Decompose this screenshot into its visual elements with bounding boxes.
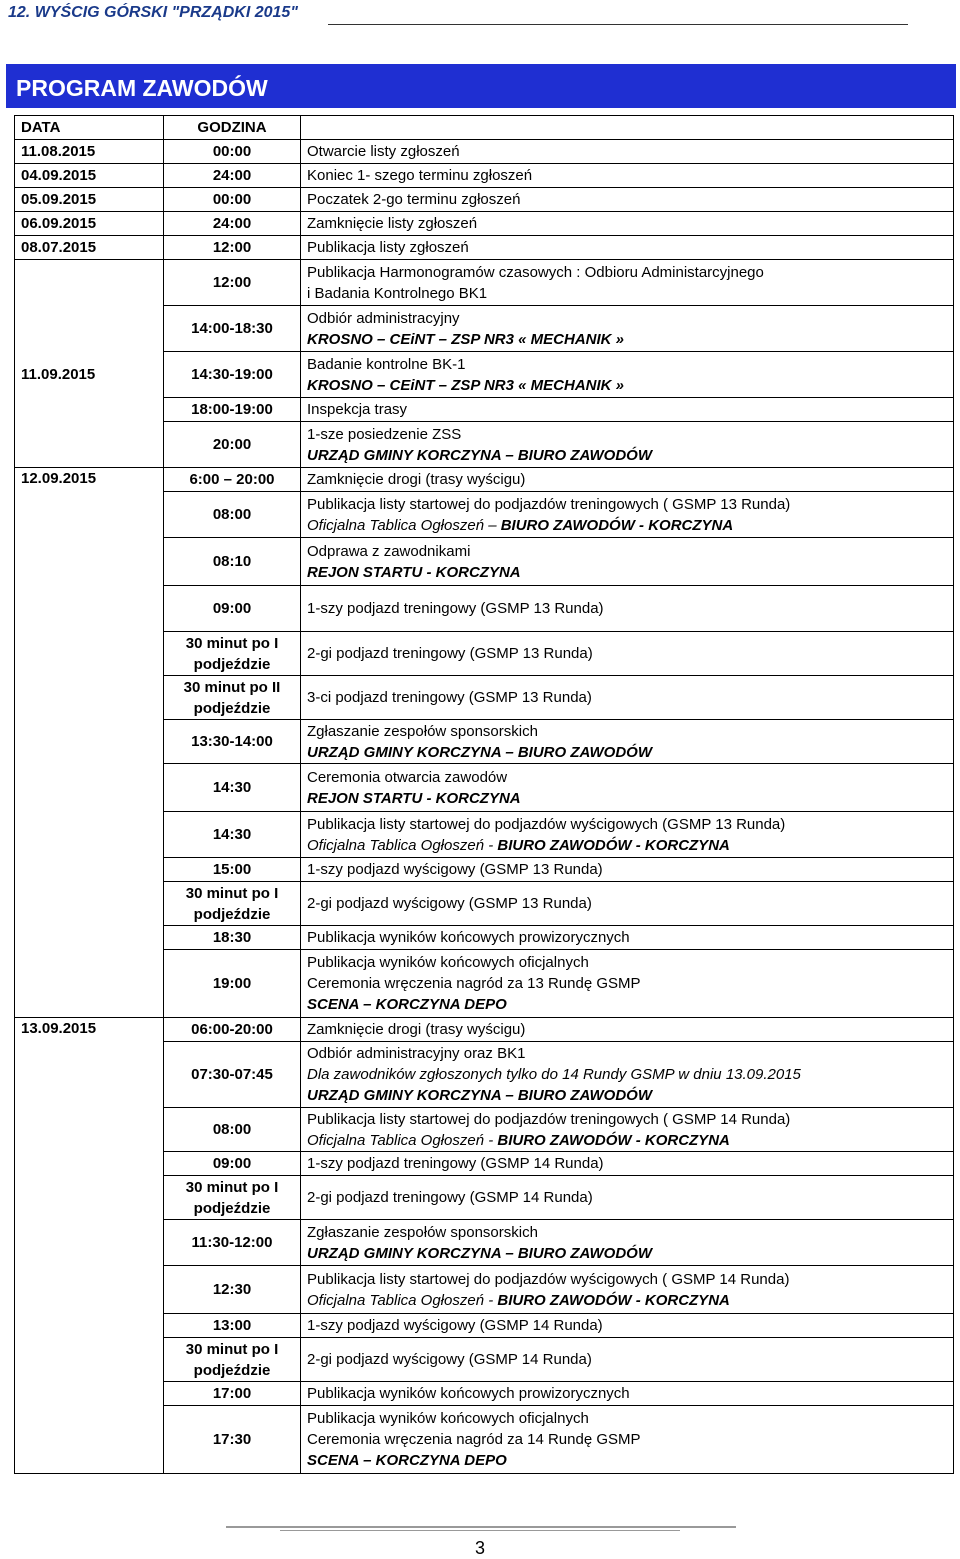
program-table [14,115,954,1474]
desc-line: Odbiór administracyjny [307,309,460,327]
table-row [15,1018,954,1042]
table-row [15,164,954,188]
desc-line [307,515,947,536]
desc-line [307,1130,947,1151]
row-time: 14:30-19:00 [164,352,301,398]
row-time: 08:10 [164,538,301,586]
footer-rule [226,1526,736,1528]
row-date [15,720,164,764]
row-date [15,492,164,538]
row-date [15,1220,164,1266]
row-date [15,260,164,306]
row-date: 13.09.2015 [15,1018,164,1042]
row-desc [301,1314,954,1338]
desc-line: i Badania Kontrolnego BK1 [307,284,488,302]
row-desc: Publikacja listy zgłoszeń [301,236,954,260]
row-desc [301,926,954,950]
table-row [15,468,954,492]
table-row [15,306,954,352]
table-row [15,950,954,1018]
row-desc [301,858,954,882]
row-date [15,1314,164,1338]
row-time: 09:00 [164,586,301,632]
notice-board-label: Oficjalna Tablica Ogłoszeń - [307,1131,498,1149]
row-date [15,676,164,720]
row-time: 17:30 [164,1406,301,1474]
table-row [15,926,954,950]
table-header-row [15,116,954,140]
desc-line: Zamknięcie drogi (trasy wyścigu) [307,471,526,488]
row-time: 13:00 [164,1314,301,1338]
row-time: 00:00 [164,140,301,164]
desc-line: Publikacja wyników końcowych prowizorycznych [307,1385,630,1402]
notice-board-label: Oficjalna Tablica Ogłoszeń - [307,1291,498,1309]
desc-line: KROSNO – CEiNT – ZSP NR3 « MECHANIK » [307,330,624,348]
row-desc [301,1220,954,1266]
table-row [15,1152,954,1176]
desc-line: Publikacja wyników końcowych oficjalnych [307,954,589,971]
desc-line: Publikacja listy startowej do podjazdów treningowych ( GSMP 13 Runda) [307,495,791,513]
row-date [15,1176,164,1220]
row-desc: Poczatek 2-go terminu zgłoszeń [301,188,954,212]
row-date [15,306,164,352]
table-row [15,212,954,236]
row-desc [301,1382,954,1406]
desc-line: 1-szy podjazd treningowy (GSMP 13 Runda) [307,600,604,617]
row-time: 06:00-20:00 [164,1018,301,1042]
row-desc [301,260,954,306]
row-date: 05.09.2015 [15,188,164,212]
row-time: 19:00 [164,950,301,1018]
page-number: 3 [474,1538,485,1558]
row-time: 24:00 [164,212,301,236]
desc-line: 2-gi podjazd wyścigowy (GSMP 13 Runda) [307,895,592,912]
desc-line: Zamknięcie drogi (trasy wyścigu) [307,1021,526,1038]
row-time: 13:30-14:00 [164,720,301,764]
row-time: 12:00 [164,236,301,260]
table-row [15,1042,954,1108]
notice-board-label: Oficjalna Tablica Ogłoszeń – [307,516,501,534]
desc-line: Odbiór administracyjny oraz BK1 [307,1045,526,1062]
desc-line: SCENA – KORCZYNA DEPO [307,1452,507,1469]
row-time: 09:00 [164,1152,301,1176]
desc-line: Publikacja wyników końcowych prowizorycznych [307,929,630,946]
row-desc [301,720,954,764]
desc-line: Zgłaszanie zespołów sponsorskich [307,1223,538,1241]
banner-title: PROGRAM ZAWODÓW [16,75,268,101]
desc-line: Ceremonia wręczenia nagród za 13 Rundę GSMP [307,975,641,992]
row-date: 11.08.2015 [15,140,164,164]
col-header-time: GODZINA [164,116,301,140]
row-desc [301,538,954,586]
row-date [15,812,164,858]
desc-line: URZĄD GMINY KORCZYNA – BIURO ZAWODÓW [307,1087,652,1104]
table-row [15,1314,954,1338]
desc-line: URZĄD GMINY KORCZYNA – BIURO ZAWODÓW [307,743,652,761]
desc-line: REJON STARTU - KORCZYNA [307,563,521,581]
desc-line: Publikacja listy startowej do podjazdów treningowych ( GSMP 14 Runda) [307,1110,791,1128]
row-date [15,1152,164,1176]
row-time: 07:30-07:45 [164,1042,301,1108]
footer-rule-thin [280,1530,680,1531]
row-time: 08:00 [164,492,301,538]
row-date: 11.09.2015 [15,352,164,398]
desc-line: Badanie kontrolne BK-1 [307,355,466,373]
row-desc [301,468,954,492]
desc-line: 1-szy podjazd treningowy (GSMP 14 Runda) [307,1155,604,1172]
row-time: 12:00 [164,260,301,306]
row-desc [301,306,954,352]
row-desc: Otwarcie listy zgłoszeń [301,140,954,164]
row-desc [301,422,954,468]
row-desc [301,492,954,538]
table-row [15,1220,954,1266]
row-desc [301,1108,954,1152]
table-row [15,676,954,720]
row-desc [301,676,954,720]
table-row [15,1338,954,1382]
row-time: 15:00 [164,858,301,882]
desc-line: REJON STARTU - KORCZYNA [307,789,521,807]
row-desc [301,812,954,858]
page-header [8,2,908,26]
col-header-desc [301,116,954,140]
row-date: 12.09.2015 [15,468,164,492]
row-time: 6:00 – 20:00 [164,468,301,492]
row-date [15,538,164,586]
row-desc [301,632,954,676]
row-time: 18:30 [164,926,301,950]
row-date [15,1406,164,1474]
row-date [15,858,164,882]
row-time: 14:00-18:30 [164,306,301,352]
col-header-date: DATA [15,116,164,140]
row-desc: Koniec 1- szego terminu zgłoszeń [301,164,954,188]
row-time: 20:00 [164,422,301,468]
location-label: BIURO ZAWODÓW - KORCZYNA [497,1131,730,1149]
row-date [15,586,164,632]
table-row [15,140,954,164]
location-label: BIURO ZAWODÓW - KORCZYNA [497,836,730,854]
table-row [15,260,954,306]
desc-line: SCENA – KORCZYNA DEPO [307,996,507,1013]
desc-line: 2-gi podjazd treningowy (GSMP 14 Runda) [307,1189,593,1206]
desc-line: 1-szy podjazd wyścigowy (GSMP 13 Runda) [307,861,603,878]
table-row [15,1176,954,1220]
desc-line: Zgłaszanie zespołów sponsorskich [307,722,538,740]
table-row [15,1266,954,1314]
row-desc [301,1176,954,1220]
row-desc [301,764,954,812]
table-row [15,764,954,812]
notice-board-label: Oficjalna Tablica Ogłoszeń - [307,836,498,854]
desc-line: Publikacja Harmonogramów czasowych : Odbioru Administarcyjnego [307,263,764,281]
table-row [15,882,954,926]
desc-line: Ceremonia otwarcia zawodów [307,768,508,786]
row-time: 17:00 [164,1382,301,1406]
table-row [15,1108,954,1152]
row-date: 06.09.2015 [15,212,164,236]
desc-line: URZĄD GMINY KORCZYNA – BIURO ZAWODÓW [307,1244,652,1262]
desc-line: Ceremonia wręczenia nagród za 14 Rundę GSMP [307,1431,641,1448]
row-time: 18:00-19:00 [164,398,301,422]
header-rule [328,24,908,25]
row-date: 04.09.2015 [15,164,164,188]
table-row [15,586,954,632]
row-date [15,632,164,676]
row-desc: Zamknięcie listy zgłoszeń [301,212,954,236]
desc-line: Odprawa z zawodnikami [307,542,471,560]
row-desc [301,398,954,422]
header-title: 12. WYŚCIG GÓRSKI "PRZĄDKI 2015" [8,4,298,21]
row-date [15,422,164,468]
desc-line: Publikacja listy startowej do podjazdów wyścigowych (GSMP 13 Runda) [307,815,786,833]
location-label: BIURO ZAWODÓW - KORCZYNA [500,516,734,534]
desc-line: 1-szy podjazd wyścigowy (GSMP 14 Runda) [307,1317,603,1334]
desc-line: Dla zawodników zgłoszonych tylko do 14 Rundy GSMP w dniu 13.09.2015 [307,1066,801,1083]
desc-line [307,835,947,856]
table-row [15,812,954,858]
table-row [15,720,954,764]
row-desc [301,882,954,926]
row-date [15,882,164,926]
row-date: 08.07.2015 [15,236,164,260]
desc-line: 2-gi podjazd wyścigowy (GSMP 14 Runda) [307,1351,592,1368]
row-desc [301,1152,954,1176]
location-label: BIURO ZAWODÓW - KORCZYNA [497,1291,730,1309]
desc-line: Inspekcja trasy [307,401,408,418]
desc-line: URZĄD GMINY KORCZYNA – BIURO ZAWODÓW [307,446,652,464]
row-time: 30 minut po I podjeździe [164,632,301,676]
table-row [15,1406,954,1474]
row-date [15,1338,164,1382]
desc-line: Publikacja listy startowej do podjazdów wyścigowych ( GSMP 14 Runda) [307,1270,790,1288]
row-desc [301,1406,954,1474]
row-time: 00:00 [164,188,301,212]
row-time: 14:30 [164,812,301,858]
row-time: 12:30 [164,1266,301,1314]
desc-line [307,1290,947,1311]
desc-line: 3-ci podjazd treningowy (GSMP 13 Runda) [307,689,592,706]
row-desc [301,1042,954,1108]
row-time: 30 minut po I podjeździe [164,1176,301,1220]
desc-line: KROSNO – CEiNT – ZSP NR3 « MECHANIK » [307,376,624,394]
row-date [15,1108,164,1152]
table-row [15,492,954,538]
row-desc [301,950,954,1018]
row-desc [301,586,954,632]
table-row [15,858,954,882]
row-desc [301,1266,954,1314]
program-banner [6,64,956,108]
row-date [15,398,164,422]
table-row [15,422,954,468]
table-row [15,352,954,398]
desc-line: Publikacja wyników końcowych oficjalnych [307,1410,589,1427]
row-date [15,926,164,950]
row-date [15,950,164,1018]
desc-line: 2-gi podjazd treningowy (GSMP 13 Runda) [307,645,593,662]
table-row [15,188,954,212]
row-time: 11:30-12:00 [164,1220,301,1266]
row-time: 30 minut po I podjeździe [164,1338,301,1382]
table-row [15,538,954,586]
row-date [15,1266,164,1314]
row-time: 14:30 [164,764,301,812]
row-date [15,1042,164,1108]
row-desc [301,1018,954,1042]
row-time: 30 minut po II podjeździe [164,676,301,720]
row-date [15,764,164,812]
row-time: 08:00 [164,1108,301,1152]
table-row [15,398,954,422]
table-row [15,236,954,260]
row-time: 24:00 [164,164,301,188]
row-date [15,1382,164,1406]
row-desc [301,1338,954,1382]
desc-line: 1-sze posiedzenie ZSS [307,425,462,443]
row-desc [301,352,954,398]
table-row [15,632,954,676]
row-time: 30 minut po I podjeździe [164,882,301,926]
table-row [15,1382,954,1406]
